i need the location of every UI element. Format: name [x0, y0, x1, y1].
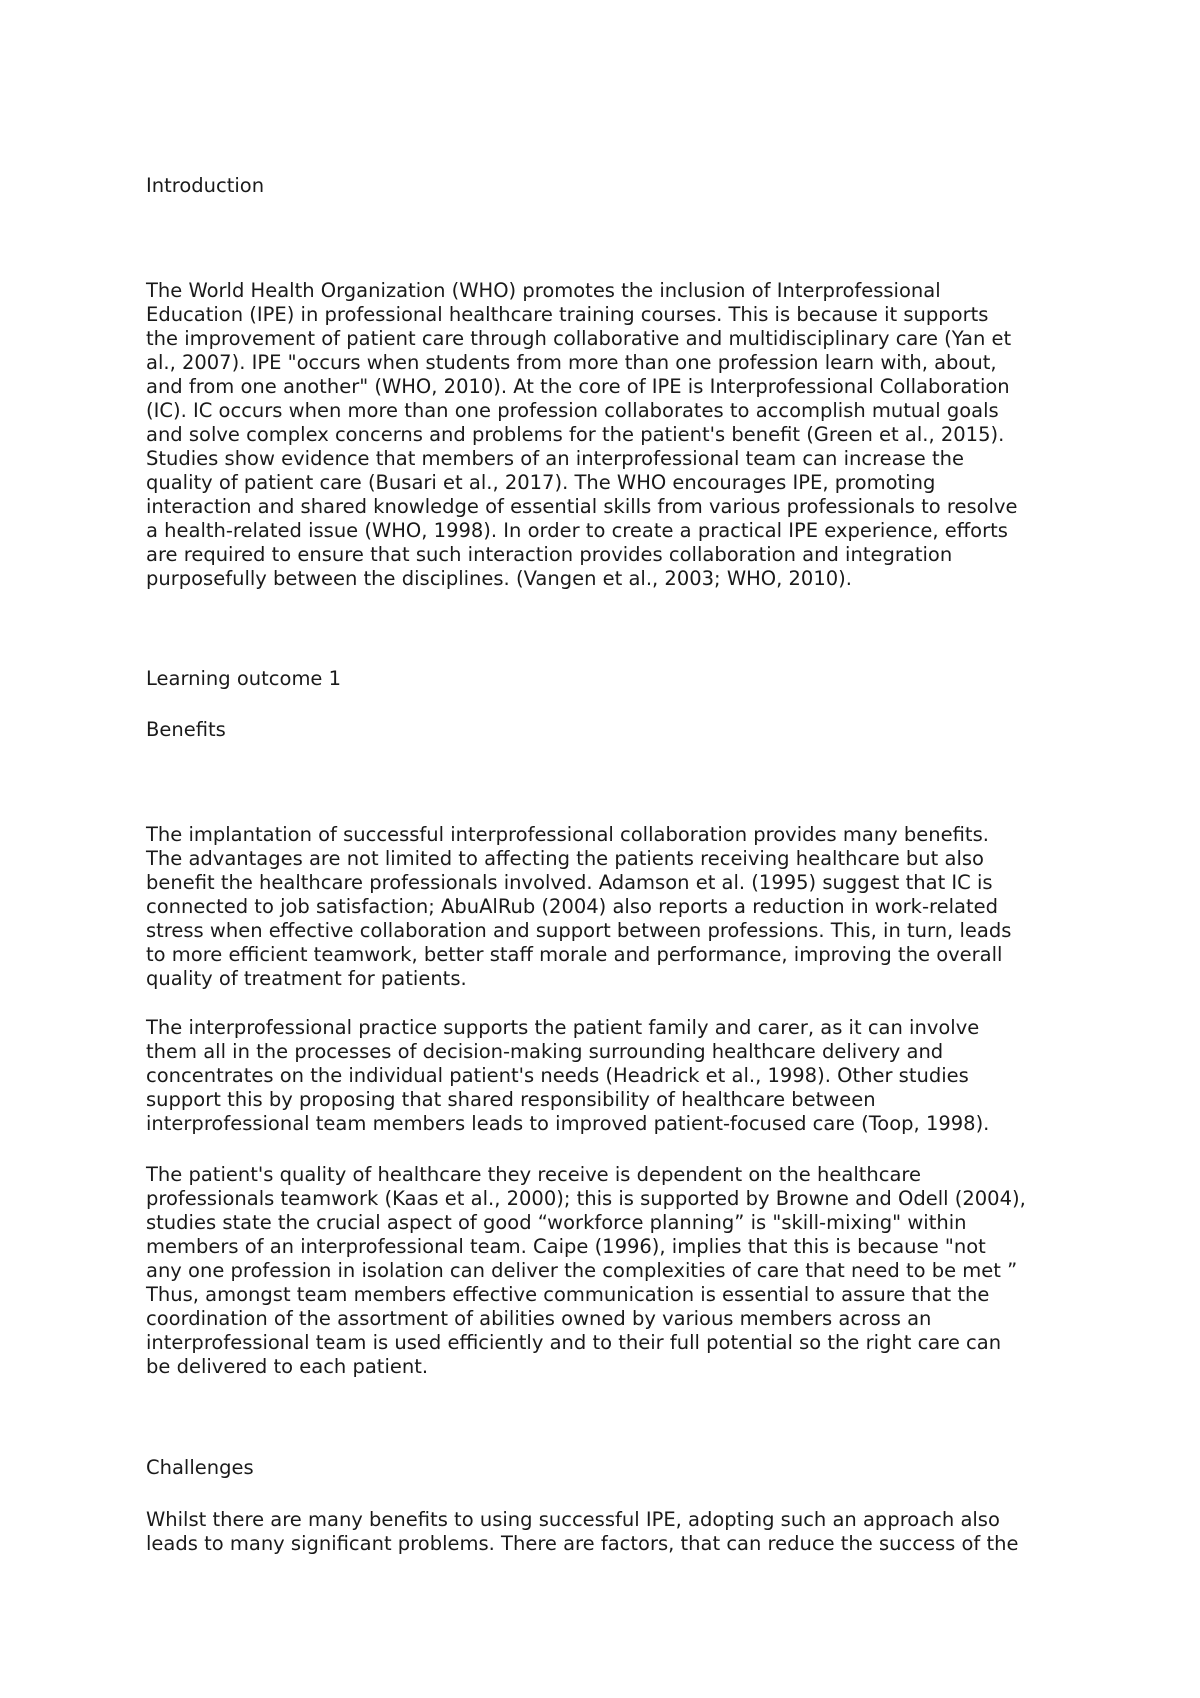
text-line: Thus, amongst team members effective communication is essential to assure that the [146, 1283, 990, 1306]
text-line: quality of patient care (Busari et al., 2017). The WHO encourages IPE, promoting [146, 471, 936, 494]
text-line: The patient's quality of healthcare they receive is dependent on the healthcare [146, 1163, 921, 1186]
text-line: Whilst there are many benefits to using successful IPE, adopting such an approach also [146, 1508, 1000, 1531]
text-line: The advantages are not limited to affecting the patients receiving healthcare but also [146, 847, 984, 870]
challenges-heading: Challenges [146, 1456, 254, 1479]
text-line: studies state the crucial aspect of good “workforce planning” is "skill-mixing" within [146, 1211, 967, 1234]
text-line: purposefully between the disciplines. (Vangen et al., 2003; WHO, 2010). [146, 567, 852, 590]
learning-outcome-heading: Learning outcome 1 [146, 667, 342, 690]
text-line: be delivered to each patient. [146, 1355, 429, 1378]
benefits-paragraph-2 [146, 1016, 1081, 1136]
text-line: interprofessional team members leads to improved patient-focused care (Toop, 1998). [146, 1112, 990, 1135]
text-line: professionals teamwork (Kaas et al., 2000); this is supported by Browne and Odell (2004), [146, 1187, 1026, 1210]
text-line: to more efficient teamwork, better staff morale and performance, improving the overall [146, 943, 1003, 966]
text-line: stress when effective collaboration and support between professions. This, in turn, leads [146, 919, 1012, 942]
text-line: and solve complex concerns and problems for the patient's benefit (Green et al., 2015). [146, 423, 1005, 446]
text-line: Education (IPE) in professional healthcare training courses. This is because it supports [146, 303, 989, 326]
text-line: benefit the healthcare professionals involved. Adamson et al. (1995) suggest that IC is [146, 871, 993, 894]
text-line: (IC). IC occurs when more than one profession collaborates to accomplish mutual goals [146, 399, 999, 422]
text-line: any one profession in isolation can deliver the complexities of care that need to be met ” [146, 1259, 1018, 1282]
text-line: the improvement of patient care through collaborative and multidisciplinary care (Yan et [146, 327, 1012, 350]
text-line: Studies show evidence that members of an interprofessional team can increase the [146, 447, 964, 470]
text-line: are required to ensure that such interaction provides collaboration and integration [146, 543, 953, 566]
benefits-paragraph-1 [146, 823, 1081, 991]
text-line: The interprofessional practice supports the patient family and carer, as it can involve [146, 1016, 980, 1039]
introduction-paragraph [146, 279, 1081, 591]
text-line: connected to job satisfaction; AbuAlRub (2004) also reports a reduction in work-related [146, 895, 998, 918]
text-line: a health-related issue (WHO, 1998). In order to create a practical IPE experience, efforts [146, 519, 1008, 542]
challenges-paragraph [146, 1508, 1081, 1556]
introduction-heading: Introduction [146, 174, 265, 197]
text-line: them all in the processes of decision-making surrounding healthcare delivery and [146, 1040, 944, 1063]
text-line: interaction and shared knowledge of essential skills from various professionals to resolve [146, 495, 1018, 518]
text-line: quality of treatment for patients. [146, 967, 467, 990]
text-line: and from one another" (WHO, 2010). At the core of IPE is Interprofessional Collaboration [146, 375, 1010, 398]
text-line: The implantation of successful interprofessional collaboration provides many benefits. [146, 823, 989, 846]
text-line: al., 2007). IPE "occurs when students from more than one profession learn with, about, [146, 351, 997, 374]
benefits-paragraph-3 [146, 1163, 1081, 1379]
text-line: interprofessional team is used efficiently and to their full potential so the right care can [146, 1331, 1002, 1354]
text-line: support this by proposing that shared responsibility of healthcare between [146, 1088, 876, 1111]
text-line: members of an interprofessional team. Caipe (1996), implies that this is because "not [146, 1235, 986, 1258]
text-line: coordination of the assortment of abilities owned by various members across an [146, 1307, 932, 1330]
text-line: concentrates on the individual patient's needs (Headrick et al., 1998). Other studies [146, 1064, 969, 1087]
text-line: The World Health Organization (WHO) promotes the inclusion of Interprofessional [146, 279, 941, 302]
text-line: leads to many significant problems. There are factors, that can reduce the success of the [146, 1532, 1019, 1555]
benefits-heading: Benefits [146, 718, 226, 741]
